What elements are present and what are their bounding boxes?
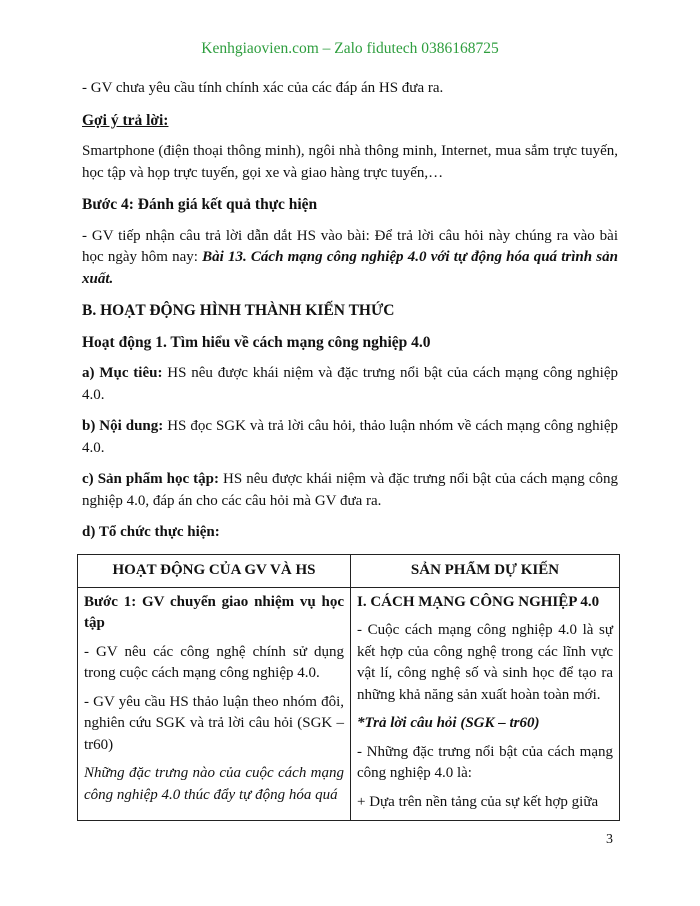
item-b: b) Nội dung: HS đọc SGK và trả lời câu hỏi, thảo luận nhóm về cách mạng công nghiệp 4.0. (82, 418, 619, 456)
item-c: c) Sản phẩm học tập: HS nêu được khái niệm và đặc trưng nổi bật của cách mạng công nghiệp 4.0, đáp án cho các câu hỏi mà GV đưa ra. (82, 471, 618, 509)
paragraph-gv-note: - GV chưa yêu cầu tính chính xác của các đáp án HS đưa ra. (82, 80, 444, 96)
left-line-2: - GV yêu cầu HS thảo luận theo nhóm đôi, nghiên cứu SGK và trả lời câu hỏi (SGK – tr60) (84, 693, 344, 753)
page-header: Kenhgiaovien.com – Zalo fidutech 0386168725 (201, 40, 499, 57)
section-b-heading: B. HOẠT ĐỘNG HÌNH THÀNH KIẾN THỨC (82, 302, 395, 319)
table-cell-products (351, 587, 620, 821)
left-line-3: Những đặc trưng nào của cuộc cách mạng công nghiệp 4.0 thúc đẩy tự động hóa quá (84, 765, 344, 803)
item-a: a) Mục tiêu: HS nêu được khái niệm và đặc trưng nổi bật của cách mạng công nghiệp 4.0. (82, 365, 618, 403)
product-title: I. CÁCH MẠNG CÔNG NGHIỆP 4.0 (357, 593, 600, 610)
page-number: 3 (606, 832, 613, 847)
page-content (82, 78, 618, 821)
left-line-1: - GV nêu các công nghệ chính sử dụng trong cuộc cách mạng công nghiệp 4.0. (84, 643, 344, 681)
table-header-products: SẢN PHẨM DỰ KIẾN (351, 554, 620, 587)
right-line-3: - Những đặc trưng nổi bật của cách mạng công nghiệp 4.0 là: (357, 743, 613, 781)
buoc4-text: - GV tiếp nhận câu trả lời dẫn dắt HS vào bài: Để trả lời câu hỏi này chúng ra vào bài học ngày hôm nay: Bài 13. Cách mạng công nghiệp 4.0 với tự động hóa quá trình sản xuất. (82, 227, 618, 287)
item-d: d) Tổ chức thực hiện: (82, 524, 220, 540)
activity-1-heading: Hoạt động 1. Tìm hiểu về cách mạng công nghiệp 4.0 (82, 333, 431, 351)
goi-y-text: Smartphone (điện thoại thông minh), ngôi nhà thông minh, Internet, mua sắm trực tuyến, học tập và họp trực tuyến, gọi xe và giao hàng trực tuyến,… (82, 143, 618, 181)
lesson-title: Bài 13. Cách mạng công nghiệp 4.0 với tự động hóa quá trình sản xuất. (82, 249, 618, 287)
table-header-activities: HOẠT ĐỘNG CỦA GV VÀ HS (78, 554, 351, 587)
buoc4-heading: Bước 4: Đánh giá kết quả thực hiện (82, 196, 318, 213)
goi-y-heading: Gợi ý trả lời: (82, 111, 169, 129)
activity-table (77, 554, 620, 822)
right-line-2: *Trả lời câu hỏi (SGK – tr60) (357, 715, 540, 731)
right-line-4: + Dựa trên nền tảng của sự kết hợp giữa (357, 793, 599, 810)
right-line-1: - Cuộc cách mạng công nghiệp 4.0 là sự kết hợp của công nghệ trong các lĩnh vực vật lí, công nghệ số và sinh học để tạo ra những khả năng sản xuất hoàn toàn mới. (357, 622, 613, 703)
step-1: Bước 1: GV chuyển giao nhiệm vụ học tập (84, 593, 344, 631)
table-cell-activities (78, 587, 351, 821)
